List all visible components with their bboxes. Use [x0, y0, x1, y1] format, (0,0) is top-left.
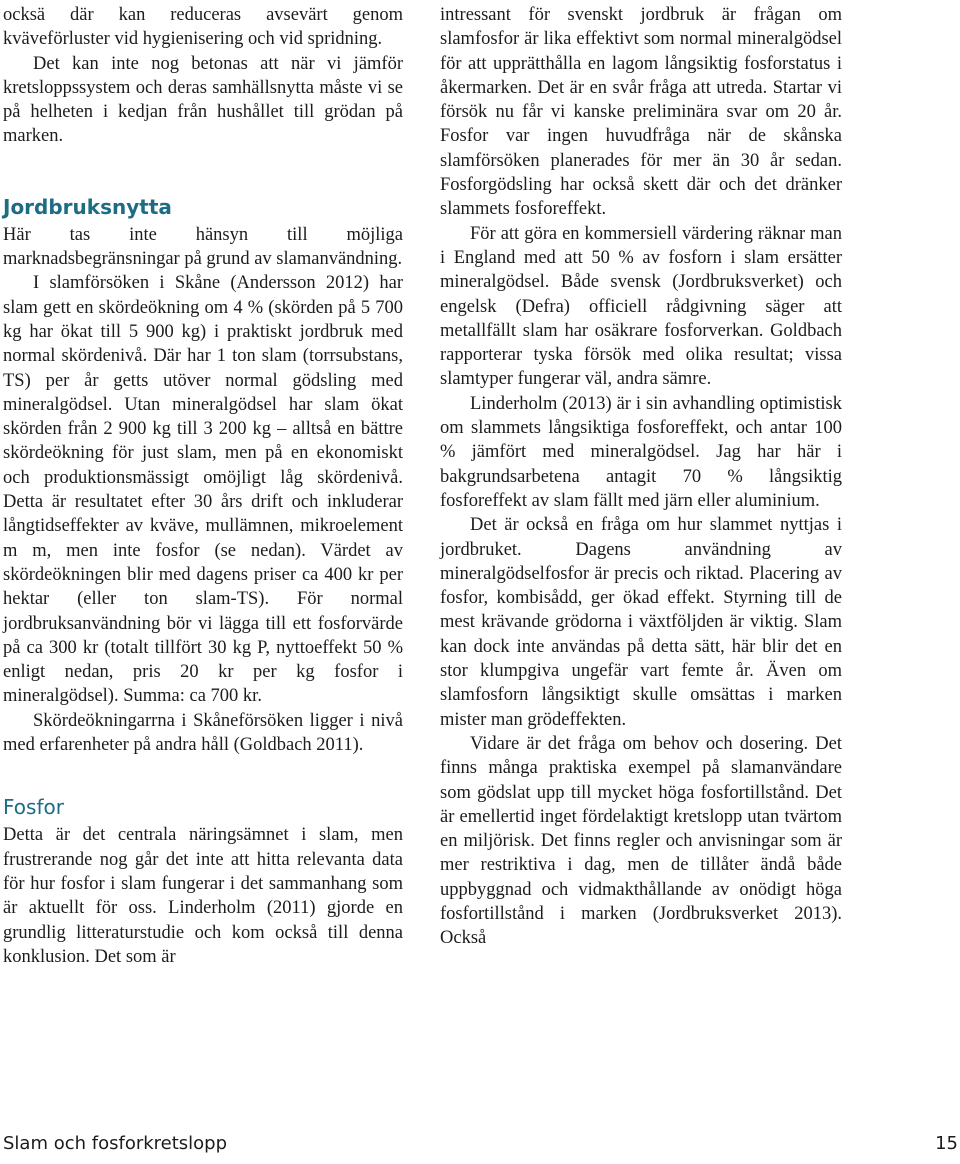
- paragraph: ocksä där kan reduceras avsevärt genom kväveförluster vid hygienisering och vid spridning.: [3, 5, 403, 50]
- left-column: [3, 3, 403, 969]
- section-heading-jordbruksnytta: Jordbruksnytta: [3, 194, 172, 219]
- paragraph: Detta är det centrala näringsämnet i slam, men frustrerande nog går det inte att hitta relevanta data för hur fosfor i slam fungerar i det sammanhang som är aktuellt för oss. Linderholm (2011) gjorde en grundlig litteraturstudie och kom också till denna konklusion. Det som är: [3, 825, 403, 967]
- paragraph: intressant för svenskt jordbruk är frågan om slamfosfor är lika effektivt som normal mineralgödsel för att upprätthålla en lagom långsiktig fosforstatus i åkermarken. Det är en svår fråga att utreda. Startar vi försök nu får vi kanske preliminära svar om 20 år. Fosfor var ingen huvudfråga när de skånska slamförsöken planerades för mer än 30 år sedan. Fosforgödsling har också skett där och det dränker slammets fosforeffekt.: [440, 5, 842, 220]
- paragraph: För att göra en kommersiell värdering räknar man i England med att 50 % av fosforn i slam ersätter mineralgödsel. Både svensk (Jordbruksverket) och engelsk (Defra) officiell rådgivning säger att metallfällt slam har osäkrare fosforverkan. Goldbach rapporterar tyska försök med olika resultat; vissa slamtyper fungerar väl, andra sämre.: [440, 223, 842, 390]
- paragraph: Skördeökningarrna i Skåneförsöken ligger i nivå med erfarenheter på andra håll (Goldbach 2011).: [3, 710, 403, 756]
- page-number: 15: [935, 1133, 958, 1154]
- paragraph: Det är också en fråga om hur slammet nyttjas i jordbruket. Dagens användning av mineralgödselfosfor är precis och riktad. Placering av fosfor, kombisådd, ger ökad effekt. Styrning till de mest krävande grödorna i växtföljden är viktig. Slam kan dock inte användas på detta sätt, här blir det en stor klumpgiva ungefär vart femte år. Även om slamfosforn långsiktigt skulle omsättas i marken mister man grödeffekten.: [440, 515, 842, 730]
- paragraph: Det kan inte nog betonas att när vi jämför kretsloppssystem och deras samhällsnytta måste vi se på helheten i kedjan från hushållet till grödan på marken.: [3, 53, 403, 147]
- paragraph: Här tas inte hänsyn till möjliga marknadsbegränsningar på grund av slamanvändning.: [3, 224, 403, 270]
- section-heading-fosfor: Fosfor: [3, 795, 64, 820]
- paragraph: Vidare är det fråga om behov och dosering. Det finns många praktiska exempel på slamanvändare som gödslat upp till mycket höga fosfortillstånd. Det är emellertid inget fördelaktigt kretslopp utan tvärtom en miljörisk. Det finns regler och anvisningar som är mer restriktiva i dag, men de tillåter ändå både uppbyggnad och vidmakthållande av onödigt höga fosfortillstånd i marken (Jordbruksverket 2013). Också: [440, 733, 842, 949]
- page-footer: [0, 1133, 960, 1157]
- footer-title: Slam och fosforkretslopp: [3, 1133, 228, 1154]
- paragraph: Linderholm (2013) är i sin avhandling optimistisk om slammets långsiktiga fosforeffekt, och antar 100 % jämfört med mineralgödsel. Jag har här i bakgrundsarbetena antagit 70 % långsiktig fosforeffekt av slam fällt med järn eller aluminium.: [440, 393, 842, 511]
- right-column: [440, 3, 842, 951]
- paragraph: I slamförsöken i Skåne (Andersson 2012) har slam gett en skördeökning om 4 % (skörden på 5 700 kg har ökat till 5 900 kg) i praktiskt jordbruk med normal skördenivå. Där har 1 ton slam (torrsubstans, TS) per år getts utöver normal gödsling med mineralgödsel. Utan mineralgödsel har slam ökat skörden från 2 900 kg till 3 200 kg – alltså en bättre skördeökning för just slam, men på en ekonomiskt och produktionsmässigt omöjligt låg skördenivå. Detta är resultatet efter 30 års drift och inkluderar långtidseffekter av kväve, mullämnen, mikroelement m m, men inte fosfor (se nedan). Värdet av skördeökningen blir med dagens priser ca 400 kr per hektar (eller ton slam-TS). För normal jordbruksanvändning bör vi lägga till ett fosforvärde på ca 300 kr (totalt tillfört 30 kg P, nyttoeffekt 50 % enligt nedan, pris 20 kr per kg fosfor i mineralgödsel). Summa: ca 700 kr.: [3, 273, 403, 707]
